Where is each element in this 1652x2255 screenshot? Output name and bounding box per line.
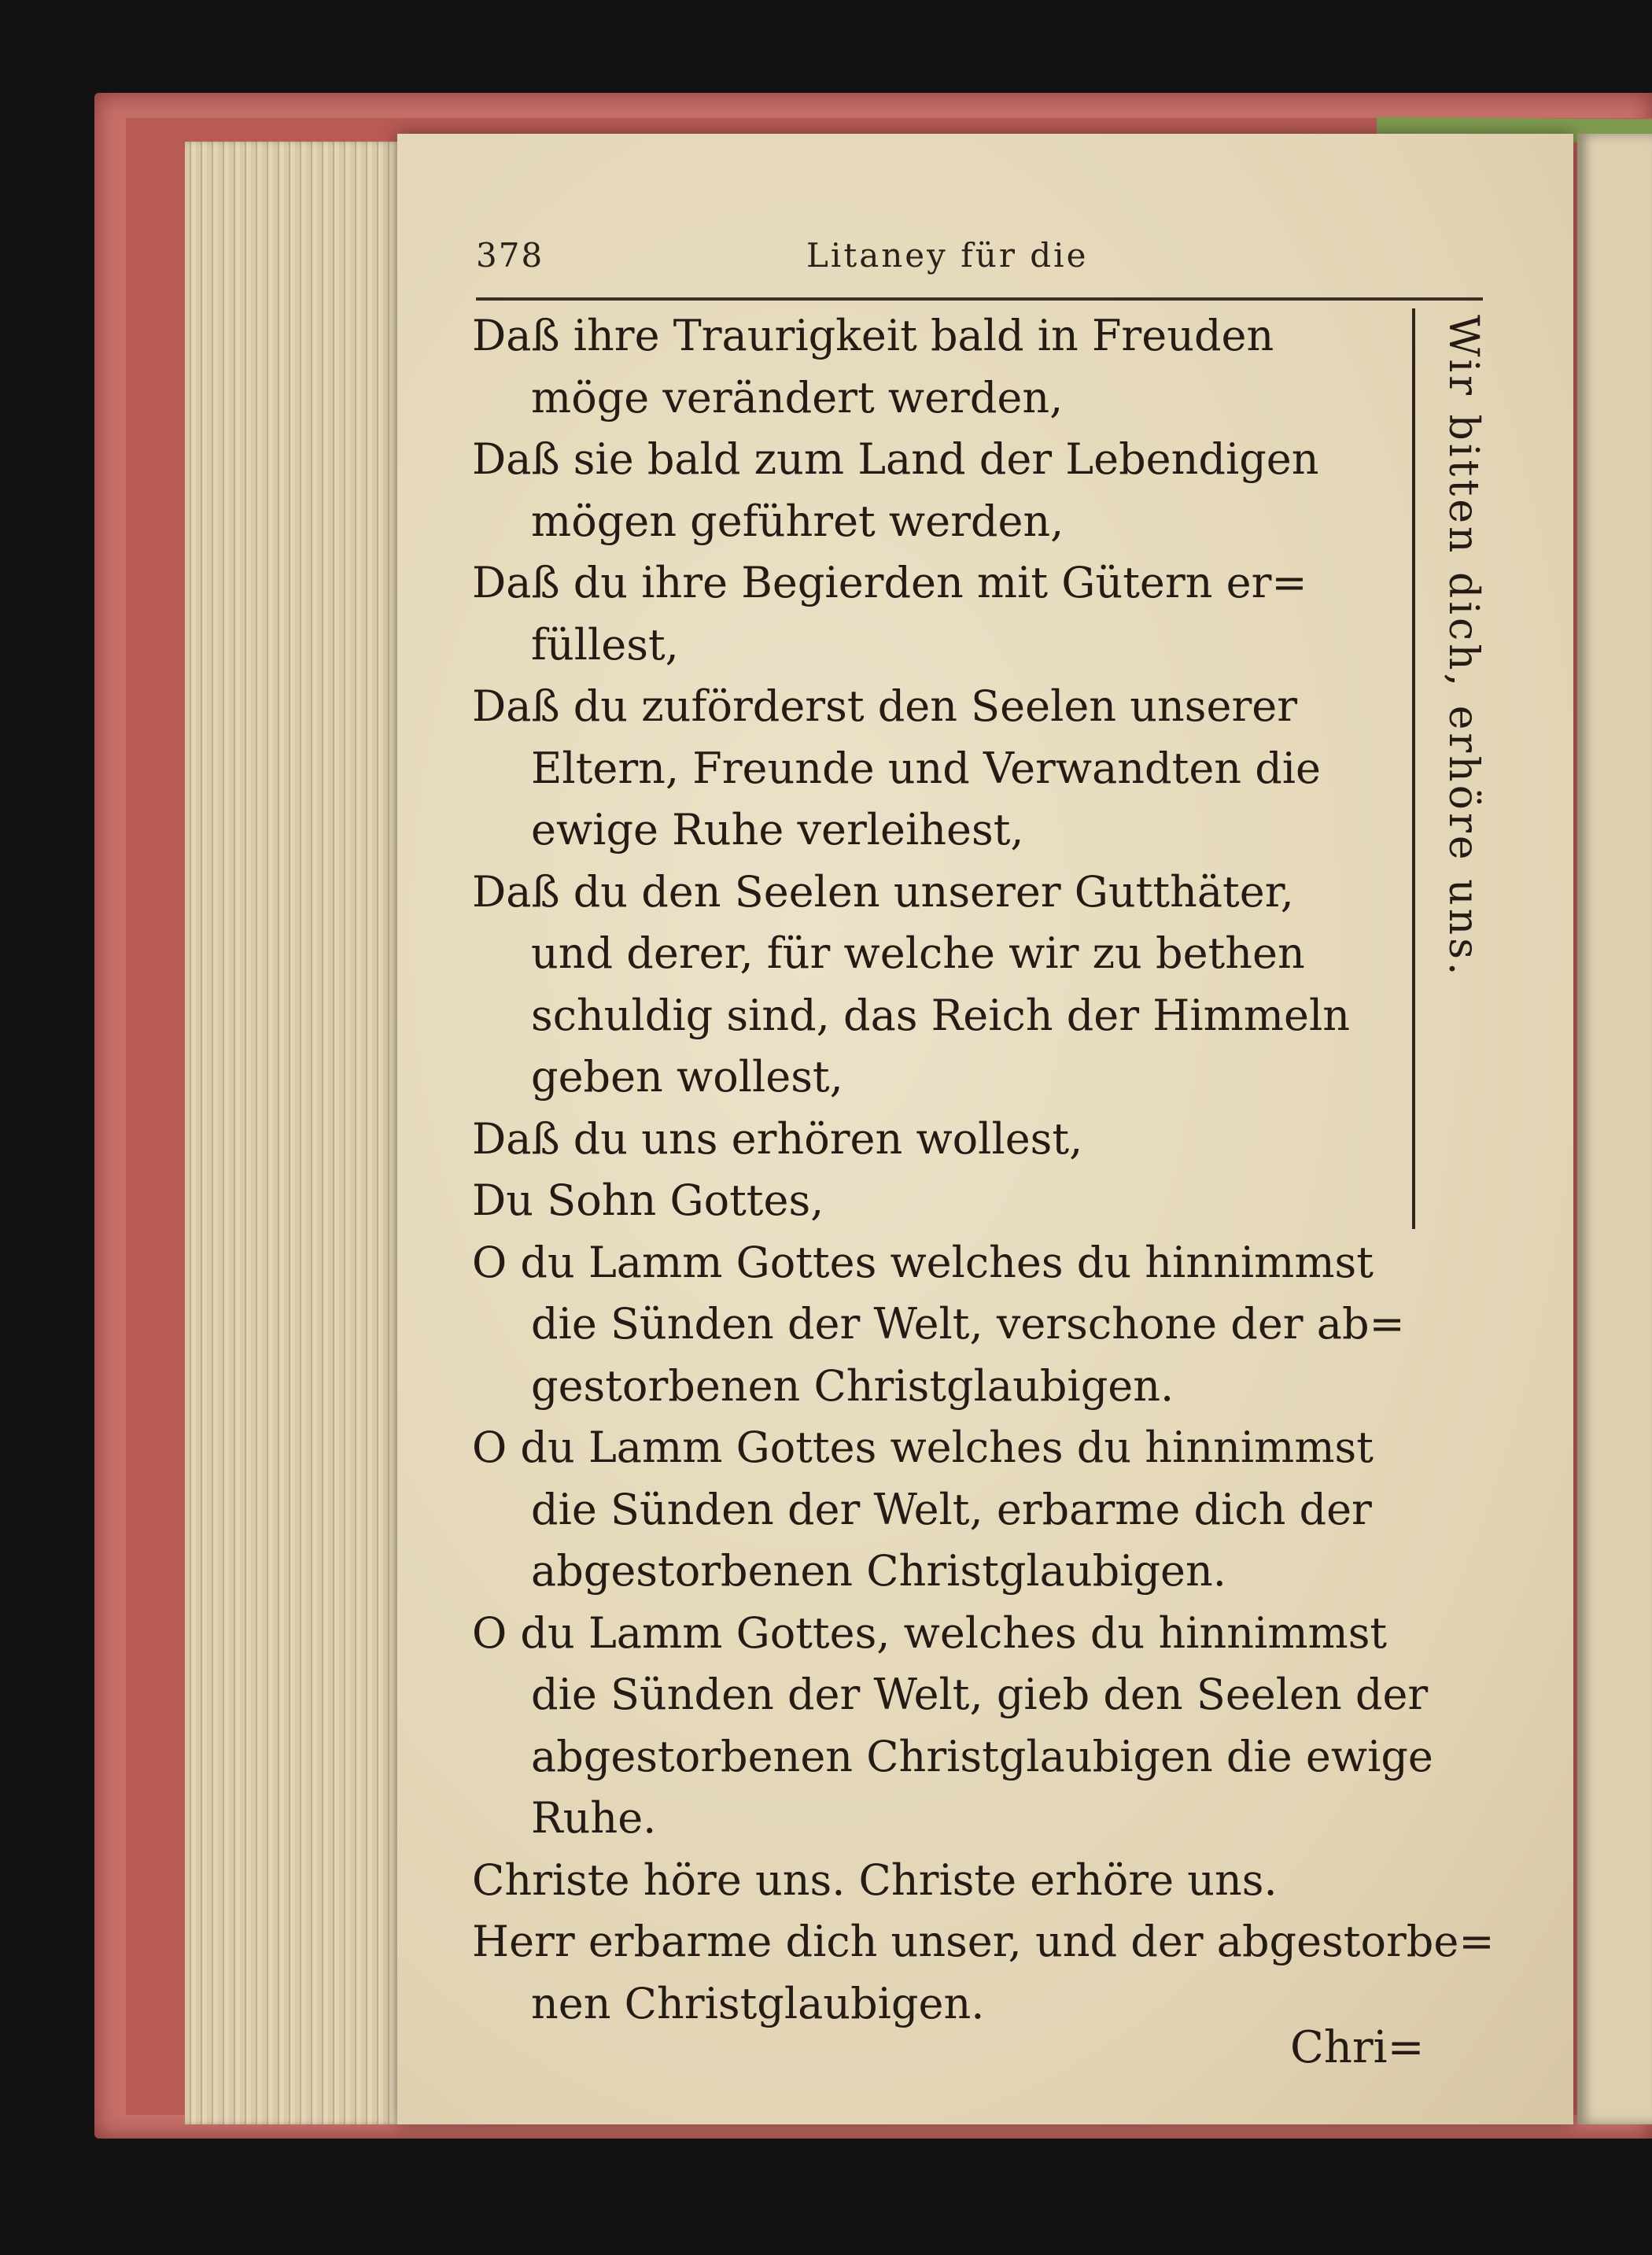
catchword: Chri= bbox=[1290, 2022, 1425, 2073]
text-line: die Sünden der Welt, erbarme dich der bbox=[531, 1484, 1372, 1534]
text-line: die Sünden der Welt, gieb den Seelen der bbox=[531, 1670, 1429, 1719]
text-line: Daß sie bald zum Land der Lebendigen bbox=[472, 434, 1319, 484]
text-line: Ruhe. bbox=[531, 1793, 657, 1843]
text-line: Daß du zuförderst den Seelen unserer bbox=[472, 681, 1298, 731]
text-line: Daß du den Seelen unserer Gutthäter, bbox=[472, 866, 1294, 917]
text-line: Herr erbarme dich unser, und der abgestorbe= bbox=[472, 1917, 1495, 1966]
text-line: abgestorbenen Christglaubigen. bbox=[531, 1546, 1226, 1596]
text-line: ewige Ruhe verleihest, bbox=[531, 805, 1024, 854]
page-edges bbox=[185, 142, 405, 2124]
facing-page-edge bbox=[1577, 134, 1652, 2124]
refrain-bracket bbox=[1412, 308, 1422, 1229]
text-line: abgestorbenen Christglaubigen die ewige bbox=[531, 1731, 1433, 1781]
text-line: O du Lamm Gottes, welches du hinnimmst bbox=[472, 1607, 1388, 1658]
litany-text bbox=[472, 305, 1495, 2035]
text-line: nen Christglaubigen. bbox=[531, 1978, 985, 2028]
running-title: Litaney für die bbox=[806, 236, 1089, 275]
text-line: die Sünden der Welt, verschone der ab= bbox=[531, 1299, 1405, 1349]
text-line: schuldig sind, das Reich der Himmeln bbox=[531, 990, 1351, 1040]
header-rule bbox=[476, 297, 1483, 301]
text-line: möge verändert werden, bbox=[531, 372, 1064, 423]
text-line: O du Lamm Gottes welches du hinnimmst bbox=[472, 1237, 1374, 1287]
text-line: Eltern, Freunde und Verwandten die bbox=[531, 743, 1322, 793]
text-line: Daß ihre Traurigkeit bald in Freuden bbox=[472, 311, 1274, 360]
text-line: O du Lamm Gottes welches du hinnimmst bbox=[472, 1423, 1374, 1472]
page-header bbox=[476, 236, 1483, 291]
text-line: geben wollest, bbox=[531, 1052, 843, 1102]
text-line: Christe höre uns. Christe erhöre uns. bbox=[472, 1855, 1278, 1905]
refrain-vertical: Wir bitten dich, erhöre uns. bbox=[1440, 315, 1487, 979]
text-line: füllest, bbox=[531, 619, 679, 670]
text-line: Daß du ihre Begierden mit Gütern er= bbox=[472, 558, 1307, 607]
text-line: mögen geführet werden, bbox=[531, 496, 1064, 546]
page-number: 378 bbox=[476, 236, 544, 275]
text-line: und derer, für welche wir zu bethen bbox=[531, 928, 1305, 978]
text-line: Du Sohn Gottes, bbox=[472, 1175, 824, 1225]
text-line: Daß du uns erhören wollest, bbox=[472, 1113, 1083, 1164]
text-line: gestorbenen Christglaubigen. bbox=[531, 1360, 1174, 1411]
